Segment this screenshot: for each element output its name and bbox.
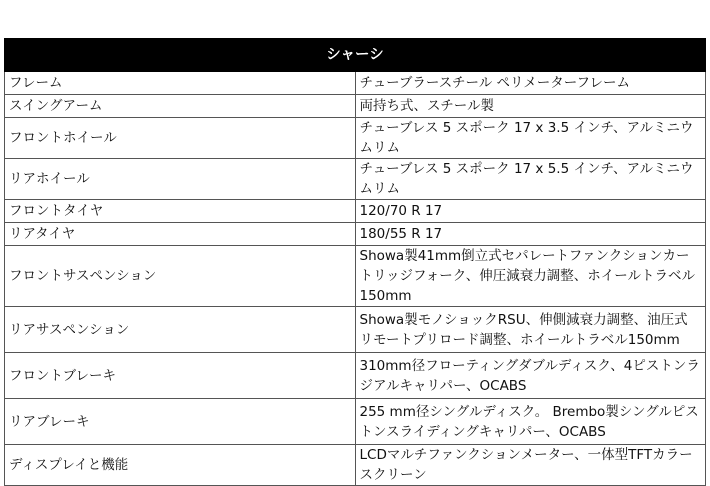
row-label: フロントホイール bbox=[5, 118, 356, 159]
row-label: フロントタイヤ bbox=[5, 200, 356, 223]
table-row bbox=[5, 445, 706, 486]
chassis-spec-table bbox=[4, 38, 706, 486]
table-row bbox=[5, 118, 706, 159]
table-row bbox=[5, 223, 706, 246]
table-row bbox=[5, 72, 706, 95]
row-value: Showa製モノショックRSU、伸側減衰力調整、油圧式リモートプリロード調整、ホイールトラベル150mm bbox=[355, 307, 706, 353]
table-row bbox=[5, 159, 706, 200]
table-row bbox=[5, 307, 706, 353]
table-header-row bbox=[5, 39, 706, 72]
row-label: リアタイヤ bbox=[5, 223, 356, 246]
row-label: スイングアーム bbox=[5, 95, 356, 118]
row-value: 255 mm径シングルディスク。 Brembo製シングルピストンスライディングキャリパー、OCABS bbox=[355, 399, 706, 445]
table-row bbox=[5, 246, 706, 307]
row-value: 両持ち式、スチール製 bbox=[355, 95, 706, 118]
row-label: フロントブレーキ bbox=[5, 353, 356, 399]
row-value: 180/55 R 17 bbox=[355, 223, 706, 246]
table-title: シャーシ bbox=[5, 39, 706, 72]
row-label: ディスプレイと機能 bbox=[5, 445, 356, 486]
table-row bbox=[5, 399, 706, 445]
row-value: Showa製41mm倒立式セパレートファンクションカートリッジフォーク、伸圧減衰力調整、ホイールトラベル150mm bbox=[355, 246, 706, 307]
row-value: チューブラースチール ペリメーターフレーム bbox=[355, 72, 706, 95]
row-label: フレーム bbox=[5, 72, 356, 95]
row-value: チューブレス 5 スポーク 17 x 5.5 インチ、アルミニウムリム bbox=[355, 159, 706, 200]
table-row bbox=[5, 200, 706, 223]
row-value: 310mm径フローティングダブルディスク、4ピストンラジアルキャリパー、OCABS bbox=[355, 353, 706, 399]
row-value: チューブレス 5 スポーク 17 x 3.5 インチ、アルミニウムリム bbox=[355, 118, 706, 159]
row-label: フロントサスペンション bbox=[5, 246, 356, 307]
row-label: リアホイール bbox=[5, 159, 356, 200]
table-row bbox=[5, 353, 706, 399]
row-value: 120/70 R 17 bbox=[355, 200, 706, 223]
row-label: リアブレーキ bbox=[5, 399, 356, 445]
row-label: リアサスペンション bbox=[5, 307, 356, 353]
table-row bbox=[5, 95, 706, 118]
row-value: LCDマルチファンクションメーター、一体型TFTカラースクリーン bbox=[355, 445, 706, 486]
